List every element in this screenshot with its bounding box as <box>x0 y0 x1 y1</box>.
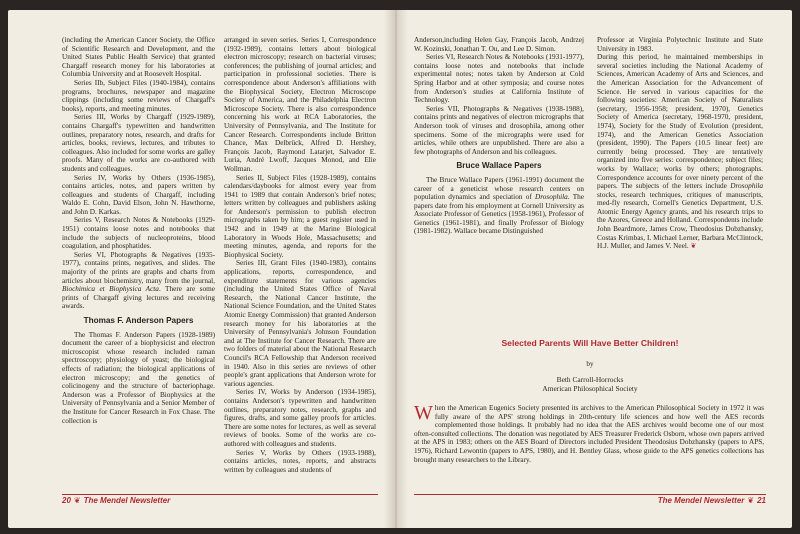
paragraph: Series III, Works by Chargaff (1929-1989), contains Chargaff's typewritten and handwritten outlines, preparatory notes, research, and drafts for articles, books, reviews, lectures, and tributes to colleagues. Also included for some works are galley proofs. Many of the works are co-authored with students and colleagues. <box>62 113 215 173</box>
right-footer <box>658 496 766 505</box>
paragraph: Series VII, Photographs & Negatives (1938-1988), contains prints and negatives of electron micrographs that Anderson took of viruses and drosophila, among other specimens. Some of the micrographs were used for articles, while others are unpublished. There are also a few photographs of Anderson and his colleagues. <box>414 104 584 156</box>
drop-cap: W <box>414 402 433 424</box>
section-heading: Bruce Wallace Papers <box>456 161 542 171</box>
text-run: During this period, he maintained memberships in several societies including the National Academy of Sciences, American Academy of Arts and Sciences, and the American Association for the Advancement of Science. He served in various capacities for the following societies: American Society of Naturalists (secretary, 1956-1958; president, 1970), Genetics Society of America (secretary, 1968-1970, president, 1974), Society for the Study of Evolution (president, 1974), and the American Genetics Association (president, 1990). The Papers (10.5 linear feet) are currently being processed. They are tentatively organized into five series: correspondence; subject files; works by Wallace; works by others; photographs. Correspondence accounts for over ninety percent of the papers. The subjects of the letters include <box>597 53 763 191</box>
left-column-2 <box>224 36 376 521</box>
paragraph: Anderson,including Helen Gay, François Jacob, Andrzej W. Kozinski, Jonathan T. Ou, and Lee D. Simon. <box>414 36 584 53</box>
right-column-1 <box>414 36 584 326</box>
page-number: 21 <box>757 496 766 505</box>
left-column-1 <box>62 36 215 446</box>
paragraph <box>597 53 763 251</box>
journal-title: Biochimica et Biophysica Acta <box>62 285 159 294</box>
paragraph <box>414 176 584 236</box>
text-run: stocks, research techniques, critiques of manuscripts, med-fly research, Cornell's Genetics Department, U.S. Atomic Energy Agency grants, and his research trips to the Azores, Greece and Holland. Correspondents include John Beardmore, James Crow, Theodosius Dobzhansky, Costas Krimbas, I. Michael Lerner, Barbara McClintock, H.J. Muller, and James V. Neel. <box>597 190 763 251</box>
page-number: 20 <box>62 496 71 505</box>
paragraph: arranged in seven series. Series I, Correspondence (1932-1989), contains letters about biological electron microscopy; research on bacterial viruses; conferences; the publishing of journal articles; and participation in professional societies. There is correspondence about Anderson's affiliations with the Biophysical Society, Electron Microscope Society of America, and the Philadelphia Electron Microscope Society. There is also correspondence concerning his work at RCA Laboratories, the University of Pennsylvania, and The Institute for Cancer Research. Correspondents include Britton Chance, Max Delbrück, Alfred D. Hershey, François Jacob, Raymond Latarjet, Salvador E. Luria, André Lwoff, Jacques Monod, and Elie Wollman. <box>224 36 376 173</box>
article-body <box>414 404 764 464</box>
article-byline: by <box>586 360 594 368</box>
text-run: . There are some prints of Chargaff giving lectures and receiving awards. <box>62 285 215 311</box>
paragraph: (including the American Cancer Society, the Office of Scientific Research and Development, and the United States Public Health Service) that granted Chargaff research money for his laboratories at Columbia University and at Roosevelt Hospital. <box>62 36 215 79</box>
paragraph: Series III, Grant Files (1940-1983), contains applications, reports, correspondence, and expenditure statements for various agencies (including the United States Office of Naval Research, the National Cancer Institute, the National Science Foundation, and the United States Atomic Energy Commission) that granted Anderson research money for his laboratories at the University of Pennsylvania's Johnson Foundation and at The Institute for Cancer Research. There are two folders of material about the National Research Council's RCA Fellowship that Anderson received in 1940. Also in this series are reviews of other people's grant applications that Anderson wrote for various agencies. <box>224 259 376 388</box>
text-run: hen the American Eugenics Society presented its archives to the American Philosophical Society in 1972 it was fully aware of the APS' strong holdings in 20th-century life sciences and how well the AES records complemented those holdings. It probably had no idea that the AES archives would become one of our most often-consulted collections. The donation was negotiated by AES Treasurer Frederick Osborn, whose own papers arrived at the APS in 1983; others on the AES Board of Directors included President Theodosius Dobzhansky (papers to APS, 1976), Richard Lewontin (papers to APS, 1980), and H. Bentley Glass, whose guide to the APS genetics collections has brought many researchers to the Library. <box>414 404 764 464</box>
author-name: Beth Carroll-Horrocks <box>556 375 624 384</box>
paragraph: Series VI, Research Notes & Notebooks (1931-1977), contains loose notes and notebooks that include experimental notes; notes taken by Anderson at Cold Spring Harbor and at other symposia; and course notes from Anderson's studies at California Institute of Technology. <box>414 53 584 105</box>
genus-name: Drosophila <box>535 193 568 202</box>
genus-name: Drosophila <box>730 182 763 191</box>
paragraph: Series II, Subject Files (1928-1989), contains calendars/daybooks for almost every year from 1941 to 1989 that contain Anderson's brief notes; letters written by colleagues and publishers asking for Anderson's permission to publish electron micrographs taken by him; a guest register used in 1942 and in 1949 at the Marine Biological Laboratory in Woods Hole, Massachusetts; and meeting minutes, agenda, and reports for the Biophysical Society. <box>224 173 376 259</box>
paragraph: The Thomas F. Anderson Papers (1928-1989) document the career of a biophysicist and electron microscopist whose research included raman spectroscopy; physiology of yeast; the biological effects of radiation; the biological applications of electron microscopy; and the genetics of colicinogeny and the structure of bacteriophage. Anderson was a Professor of Biophysics at the University of Pennsylvania and a Senior Member of the Institute for Cancer Research in Fox Chase. The collection is <box>62 330 215 425</box>
leaf-ornament-icon: ❦ <box>747 496 755 505</box>
end-mark-icon: ❦ <box>690 242 697 251</box>
right-column-2 <box>597 36 763 326</box>
author-affiliation: American Philosophical Society <box>542 384 638 393</box>
text-run: . The papers date from his employment at Cornell University as Associate Professor of Genetics (1958-1961), Professor of Genetics (1961-1981), and finally Professor of Biology (1981-1982). Wallace became Distinguished <box>414 193 584 236</box>
paragraph <box>62 251 215 311</box>
paragraph: Series IV, Works by Anderson (1934-1985), contains Anderson's typewritten and handwritten outlines, preparatory notes, research, graphs and figures, drafts, and some galley proofs for articles. There are some notes for lectures, as well as several reviews of books. Some of the works are co-authored with colleagues and students. <box>224 388 376 448</box>
article-title: Selected Parents Will Have Better Children! <box>501 338 679 348</box>
text-run: The Bruce Wallace Papers (1961-1991) document the career of a geneticist whose research centers on population dynamics and speciation of <box>414 175 584 202</box>
paragraph: Professor at Virginia Polytechnic Institute and State University in 1983. <box>597 36 763 53</box>
paragraph: Series V, Works by Others (1933-1988), contains articles, notes, reports, and abstracts written by colleagues and students of <box>224 448 376 474</box>
section-heading: Thomas F. Anderson Papers <box>83 316 194 325</box>
left-page <box>8 10 396 528</box>
text-run: Series VI, Photographs & Negatives (1935-1977), contains prints, negatives, and slides. The majority of the prints are graphs and charts from articles about biochemistry, many from the journal, <box>62 250 215 285</box>
right-page <box>396 10 792 528</box>
footer-rule <box>62 494 378 495</box>
newsletter-title: The Mendel Newsletter <box>83 496 171 505</box>
article-author-block <box>414 375 766 393</box>
paragraph: Series IIb, Subject Files (1940-1984), contains programs, brochures, newspaper and magazine clippings (including some reviews of Chargaff's books), reports, and meeting minutes. <box>62 78 215 113</box>
paragraph: Series V, Research Notes & Notebooks (1929-1951) contains loose notes and notebooks that include the subjects of nucleoproteins, blood coagulation, and phosphatides. <box>62 216 215 251</box>
paragraph: Series IV, Works by Others (1936-1985), contains articles, notes, and papers written by colleagues and students of Chargaff, including Waldo E. Cohn, David Elson, John N. Hawthorne, and John D. Karkas. <box>62 173 215 216</box>
newsletter-title: The Mendel Newsletter <box>657 496 745 505</box>
left-footer <box>62 496 170 505</box>
footer-rule <box>414 494 766 495</box>
leaf-ornament-icon: ❦ <box>73 496 81 505</box>
